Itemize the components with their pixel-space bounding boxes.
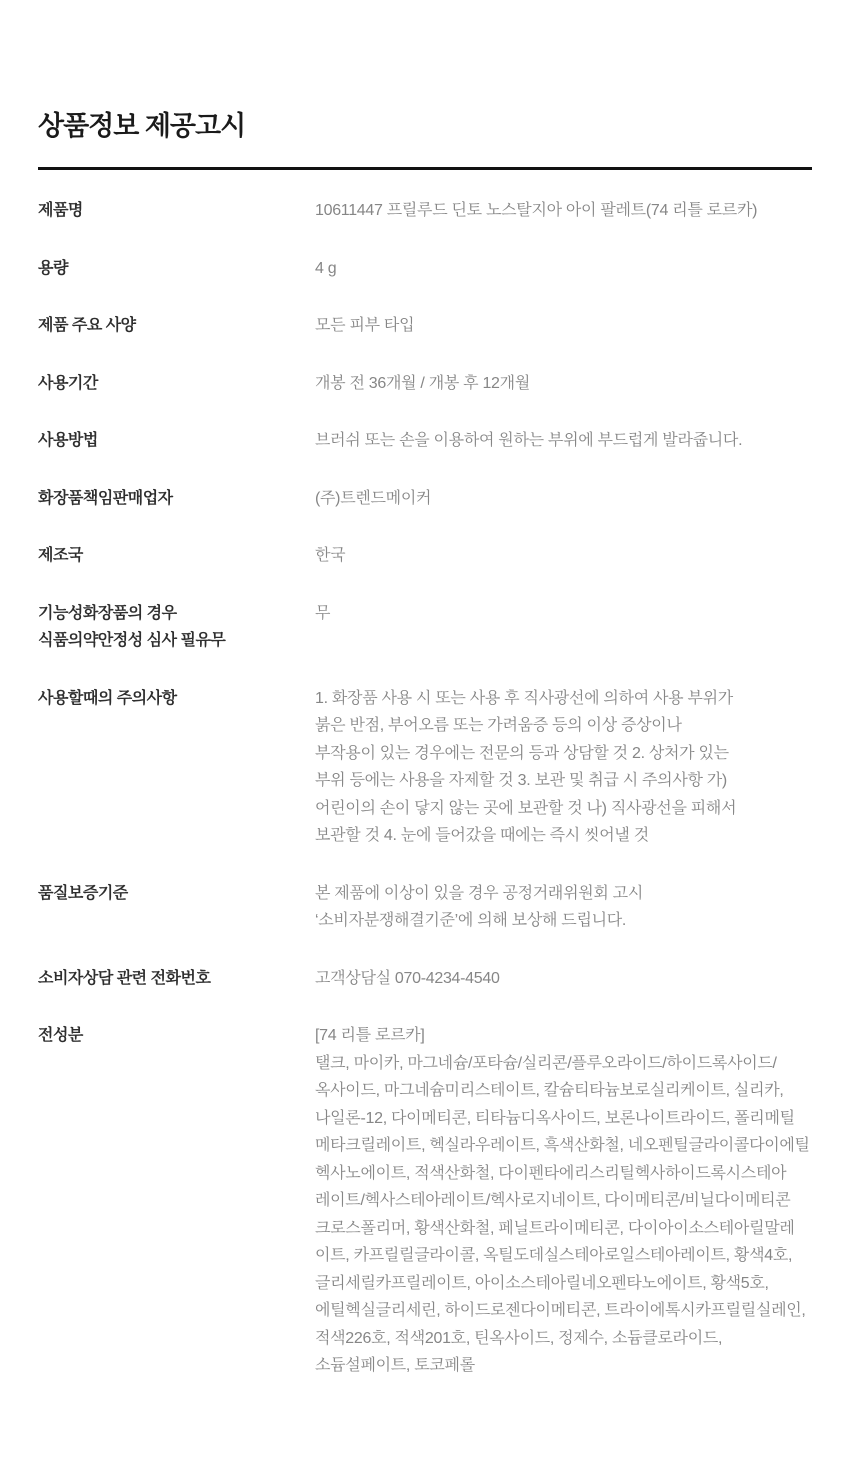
row-value: 모든 피부 타입: [315, 317, 415, 335]
row-value: [74 리틀 로르카] 탤크, 마이카, 마그네슘/포타슘/실리콘/플루오라이드/하이드록사이드/ 옥사이드, 마그네슘미리스테이트, 칼슘티타늄보로실리케이트, 실리카, 나일론-12, 다이메티콘, 티타늄디옥사이드, 보론나이트라이드, 폴리메틸 메타크릴레이트, 헥실라우레이트, 흑색산화철, 네오펜틸글라이콜다이에틸 헥사노에이트, 적색산화철, 다이펜타에리스리틸헥사하이드록시스테아 레이트/헥사스테아레이트/헥사로지네이트, 다이메티콘/비닐다이메티콘 크로스폴리머, 황색산화철, 페닐트라이메티콘, 다이아이소스테아릴말레 이트, 카프릴릴글라이콜, 옥틸도데실스테아로일스테아레이트, 황색4호, 글리세릴카프릴레이트, 아이소스테아릴네오펜타노에이트, 황색5호, 에틸헥실글리세린, 하이드로젠다이메티콘, 트라이에톡시카프릴릴실레인, 적색226호, 적색201호, 틴옥사이드, 정제수, 소듐클로라이드, 소듐설페이트, 토코페롤: [315, 1027, 810, 1375]
table-row-product-name: [38, 182, 812, 240]
row-label: 제품 주요 사양: [38, 317, 136, 335]
row-label: 전성분: [38, 1027, 83, 1045]
row-label: 사용기간: [38, 374, 98, 392]
row-value: 본 제품에 이상이 있을 경우 공정거래위원회 고시 ‘소비자분쟁해결기준’에 의해 보상해 드립니다.: [315, 884, 643, 930]
row-value: 한국: [315, 547, 346, 565]
title-divider: [38, 167, 812, 170]
table-row-usage-method: [38, 412, 812, 470]
table-row-customer-service: [38, 950, 812, 1008]
row-label: 사용할때의 주의사항: [38, 689, 177, 707]
row-value: 개봉 전 36개월 / 개봉 후 12개월: [315, 374, 530, 392]
table-row-country: [38, 527, 812, 585]
row-value: 고객상담실 070-4234-4540: [315, 969, 500, 987]
row-label: 소비자상담 관련 전화번호: [38, 969, 211, 987]
table-row-cautions: [38, 670, 812, 865]
table-row-usage-period: [38, 355, 812, 413]
product-info-table: [38, 182, 812, 1395]
row-value: 4 g: [315, 259, 337, 277]
row-label: 용량: [38, 259, 68, 277]
row-label: 사용방법: [38, 432, 98, 450]
table-row-warranty: [38, 865, 812, 950]
page-title: 상품정보 제공고시: [38, 111, 246, 142]
row-value: 1. 화장품 사용 시 또는 사용 후 직사광선에 의하여 사용 부위가 붉은 반점, 부어오름 또는 가려움증 등의 이상 증상이나 부작용이 있는 경우에는 전문의 등과 상담할 것 2. 상처가 있는 부위 등에는 사용을 자제할 것 3. 보관 및 취급 시 주의사항 가) 어린이의 손이 닿지 않는 곳에 보관할 것 나) 직사광선을 피해서 보관할 것 4. 눈에 들어갔을 때에는 즉시 씻어낼 것: [315, 689, 737, 845]
row-value: (주)트렌드메이커: [315, 489, 432, 507]
row-value: 무: [315, 604, 331, 622]
table-row-volume: [38, 240, 812, 298]
row-value: 10611447 프릴루드 딘토 노스탈지아 아이 팔레트(74 리틀 로르카): [315, 202, 758, 220]
row-label: 품질보증기준: [38, 884, 128, 902]
row-value: 브러쉬 또는 손을 이용하여 원하는 부위에 부드럽게 발라줍니다.: [315, 432, 743, 450]
table-row-seller: [38, 470, 812, 528]
table-row-specs: [38, 297, 812, 355]
table-row-ingredients: [38, 1007, 812, 1395]
row-label: 기능성화장품의 경우 식품의약안정성 심사 필유무: [38, 604, 226, 650]
table-row-functional-review: [38, 585, 812, 670]
row-label: 화장품책임판매업자: [38, 489, 173, 507]
row-label: 제조국: [38, 547, 83, 565]
row-label: 제품명: [38, 202, 83, 220]
